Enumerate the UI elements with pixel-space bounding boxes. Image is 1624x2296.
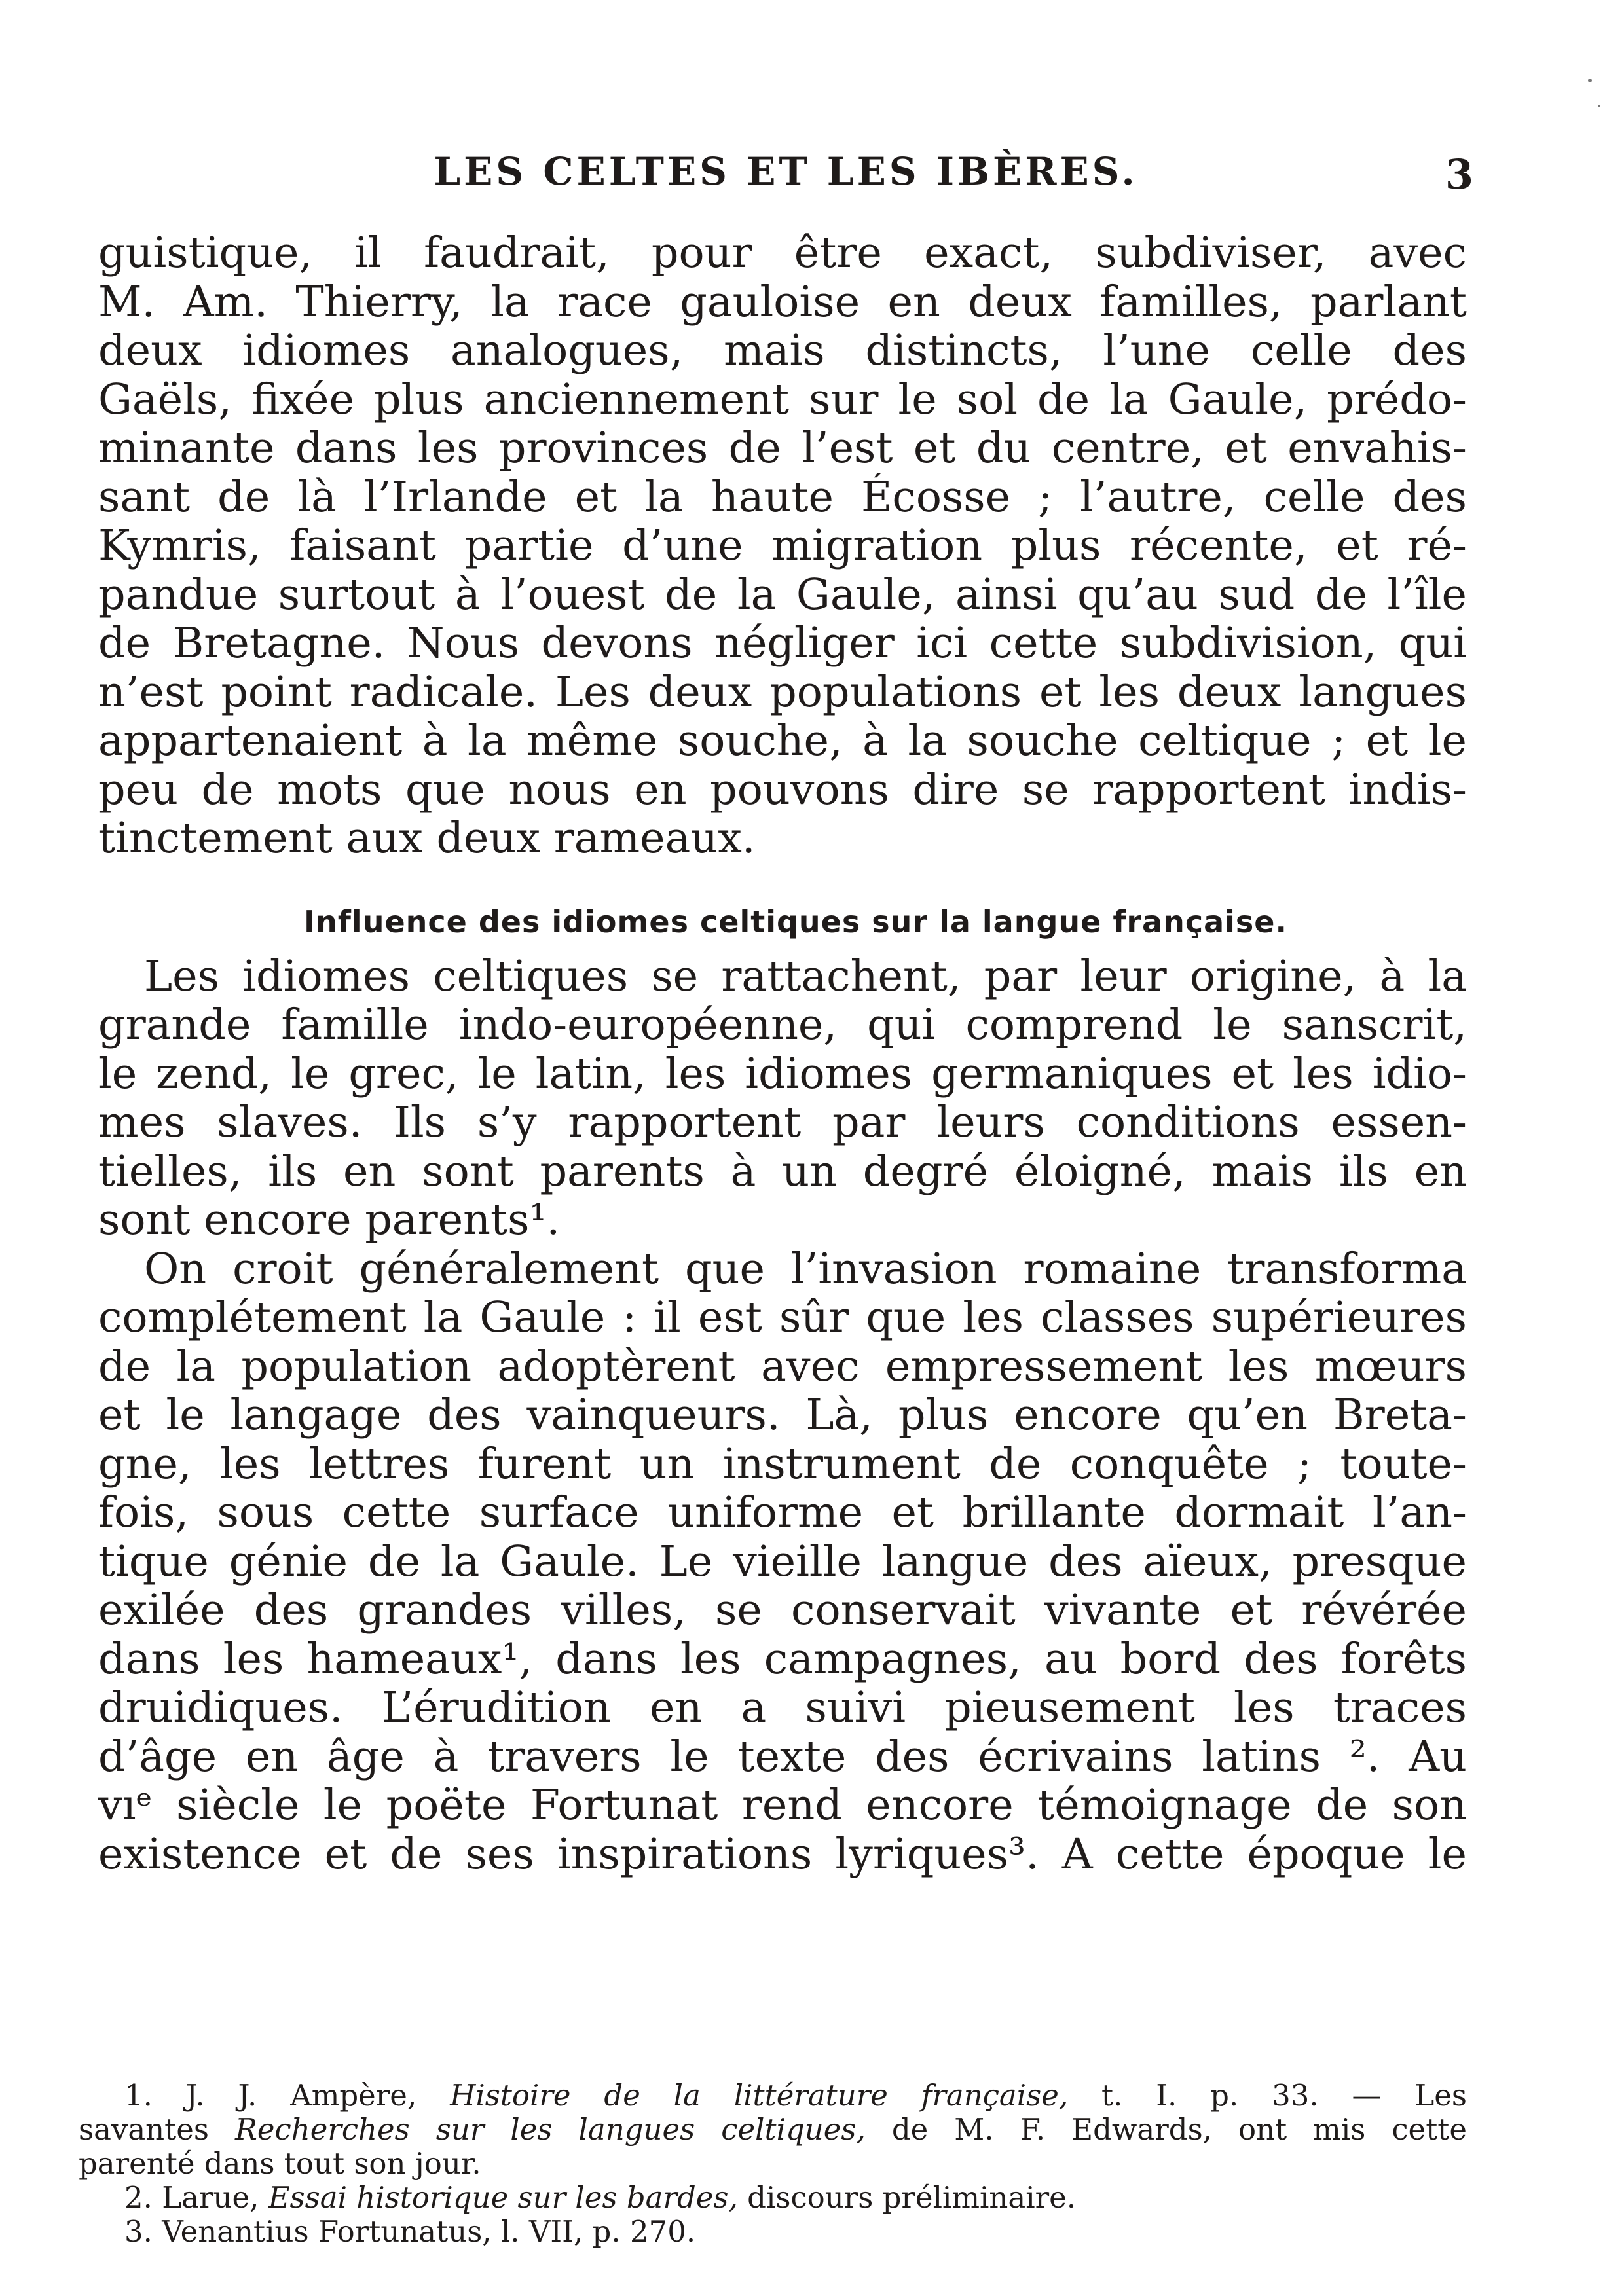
footnotes	[79, 2079, 1467, 2249]
text-line: M. Am. Thierry, la race gauloise en deux familles, parlant	[98, 278, 1467, 327]
body-text	[98, 229, 1467, 1879]
text-line: vıᵉ siècle le poëte Fortunat rend encore témoignage de son	[98, 1781, 1467, 1830]
paragraph-2	[98, 953, 1467, 1245]
footnote-title: Histoire de la littérature française,	[450, 2079, 1069, 2113]
footnote-author: Larue,	[162, 2181, 259, 2215]
footnote-ref: discours préliminaire.	[747, 2181, 1077, 2215]
text-line: sont encore parents¹.	[98, 1196, 561, 1245]
text-line: de la population adoptèrent avec empressement les mœurs	[98, 1342, 1467, 1391]
footnote-3: 3. Venantius Fortunatus, l. VII, p. 270.	[124, 2215, 696, 2249]
text-line: complétement la Gaule : il est sûr que les classes supérieures	[98, 1294, 1467, 1342]
footnote-ref: t. I. p. 33. — Les	[1101, 2079, 1467, 2113]
text-line: fois, sous cette surface uniforme et brillante dormait l’an-	[98, 1489, 1467, 1537]
footnote-text: savantes	[79, 2113, 209, 2147]
text-line: deux idiomes analogues, mais distincts, l’une celle des	[98, 327, 1467, 375]
text-line: minante dans les provinces de l’est et du centre, et envahis-	[98, 424, 1467, 473]
text-line: peu de mots que nous en pouvons dire se rapportent indis-	[98, 765, 1467, 814]
footnote-title: Recherches sur les langues celtiques,	[235, 2113, 866, 2147]
paragraph-1	[98, 229, 1467, 864]
text-line: sant de là l’Irlande et la haute Écosse ; l’autre, celle des	[98, 473, 1467, 522]
text-line: Gaëls, fixée plus anciennement sur le sol de la Gaule, prédo-	[98, 375, 1467, 424]
text-line: guistique, il faudrait, pour être exact, subdiviser, avec	[98, 229, 1467, 278]
footnote-number: 2.	[124, 2181, 153, 2215]
text-line: grande famille indo-européenne, qui comprend le sanscrit,	[98, 1001, 1467, 1049]
text-line: gne, les lettres furent un instrument de conquête ; toute-	[98, 1440, 1467, 1489]
footnote-author: J. J. Ampère,	[185, 2079, 417, 2113]
text-line: On croit généralement que l’invasion romaine transforma	[144, 1245, 1467, 1294]
footnote-1-end: parenté dans tout son jour.	[79, 2147, 481, 2181]
scan-speck	[1598, 105, 1600, 107]
paragraph-3	[98, 1245, 1467, 1880]
page-header	[98, 149, 1473, 198]
text-line: et le langage des vainqueurs. Là, plus encore qu’en Breta-	[98, 1391, 1467, 1440]
running-head: LES CELTES ET LES IBÈRES.	[434, 149, 1138, 194]
text-line: exilée des grandes villes, se conservait vivante et révérée	[98, 1586, 1467, 1635]
text-line: pandue surtout à l’ouest de la Gaule, ainsi qu’au sud de l’île	[98, 570, 1467, 619]
text-line: mes slaves. Ils s’y rapportent par leurs conditions essen-	[98, 1099, 1467, 1147]
text-line: de Bretagne. Nous devons négliger ici cette subdivision, qui	[98, 619, 1467, 668]
text-line: dans les hameaux¹, dans les campagnes, au bord des forêts	[98, 1635, 1467, 1684]
text-line: le zend, le grec, le latin, les idiomes germaniques et les idio-	[98, 1049, 1467, 1099]
text-line: appartenaient à la même souche, à la souche celtique ; et le	[98, 717, 1467, 765]
footnote-text: de M. F. Edwards, ont mis cette	[891, 2113, 1467, 2147]
footnote-2	[79, 2181, 1467, 2215]
section-heading: Influence des idiomes celtiques sur la langue française.	[304, 903, 1287, 939]
footnote-1	[79, 2079, 1467, 2113]
text-line: n’est point radicale. Les deux populations et les deux langues	[98, 668, 1467, 717]
page-number: 3	[1445, 151, 1473, 198]
text-line: tielles, ils en sont parents à un degré éloigné, mais ils en	[98, 1147, 1467, 1196]
footnote-number: 1.	[124, 2079, 153, 2113]
text-line: d’âge en âge à travers le texte des écrivains latins ². Au	[98, 1732, 1467, 1781]
text-line: tinctement aux deux rameaux.	[98, 814, 756, 863]
text-line: druidiques. L’érudition en a suivi pieusement les traces	[98, 1684, 1467, 1732]
scan-speck	[1588, 79, 1592, 82]
text-line: Les idiomes celtiques se rattachent, par leur origine, à la	[144, 952, 1467, 1001]
text-line: tique génie de la Gaule. Le vieille langue des aïeux, presque	[98, 1537, 1467, 1586]
footnote-1-continued	[79, 2113, 1467, 2147]
footnote-title: Essai historique sur les bardes,	[268, 2181, 738, 2215]
text-line: Kymris, faisant partie d’une migration plus récente, et ré-	[98, 522, 1467, 570]
text-line: existence et de ses inspirations lyriques³. A cette époque le	[98, 1830, 1467, 1879]
